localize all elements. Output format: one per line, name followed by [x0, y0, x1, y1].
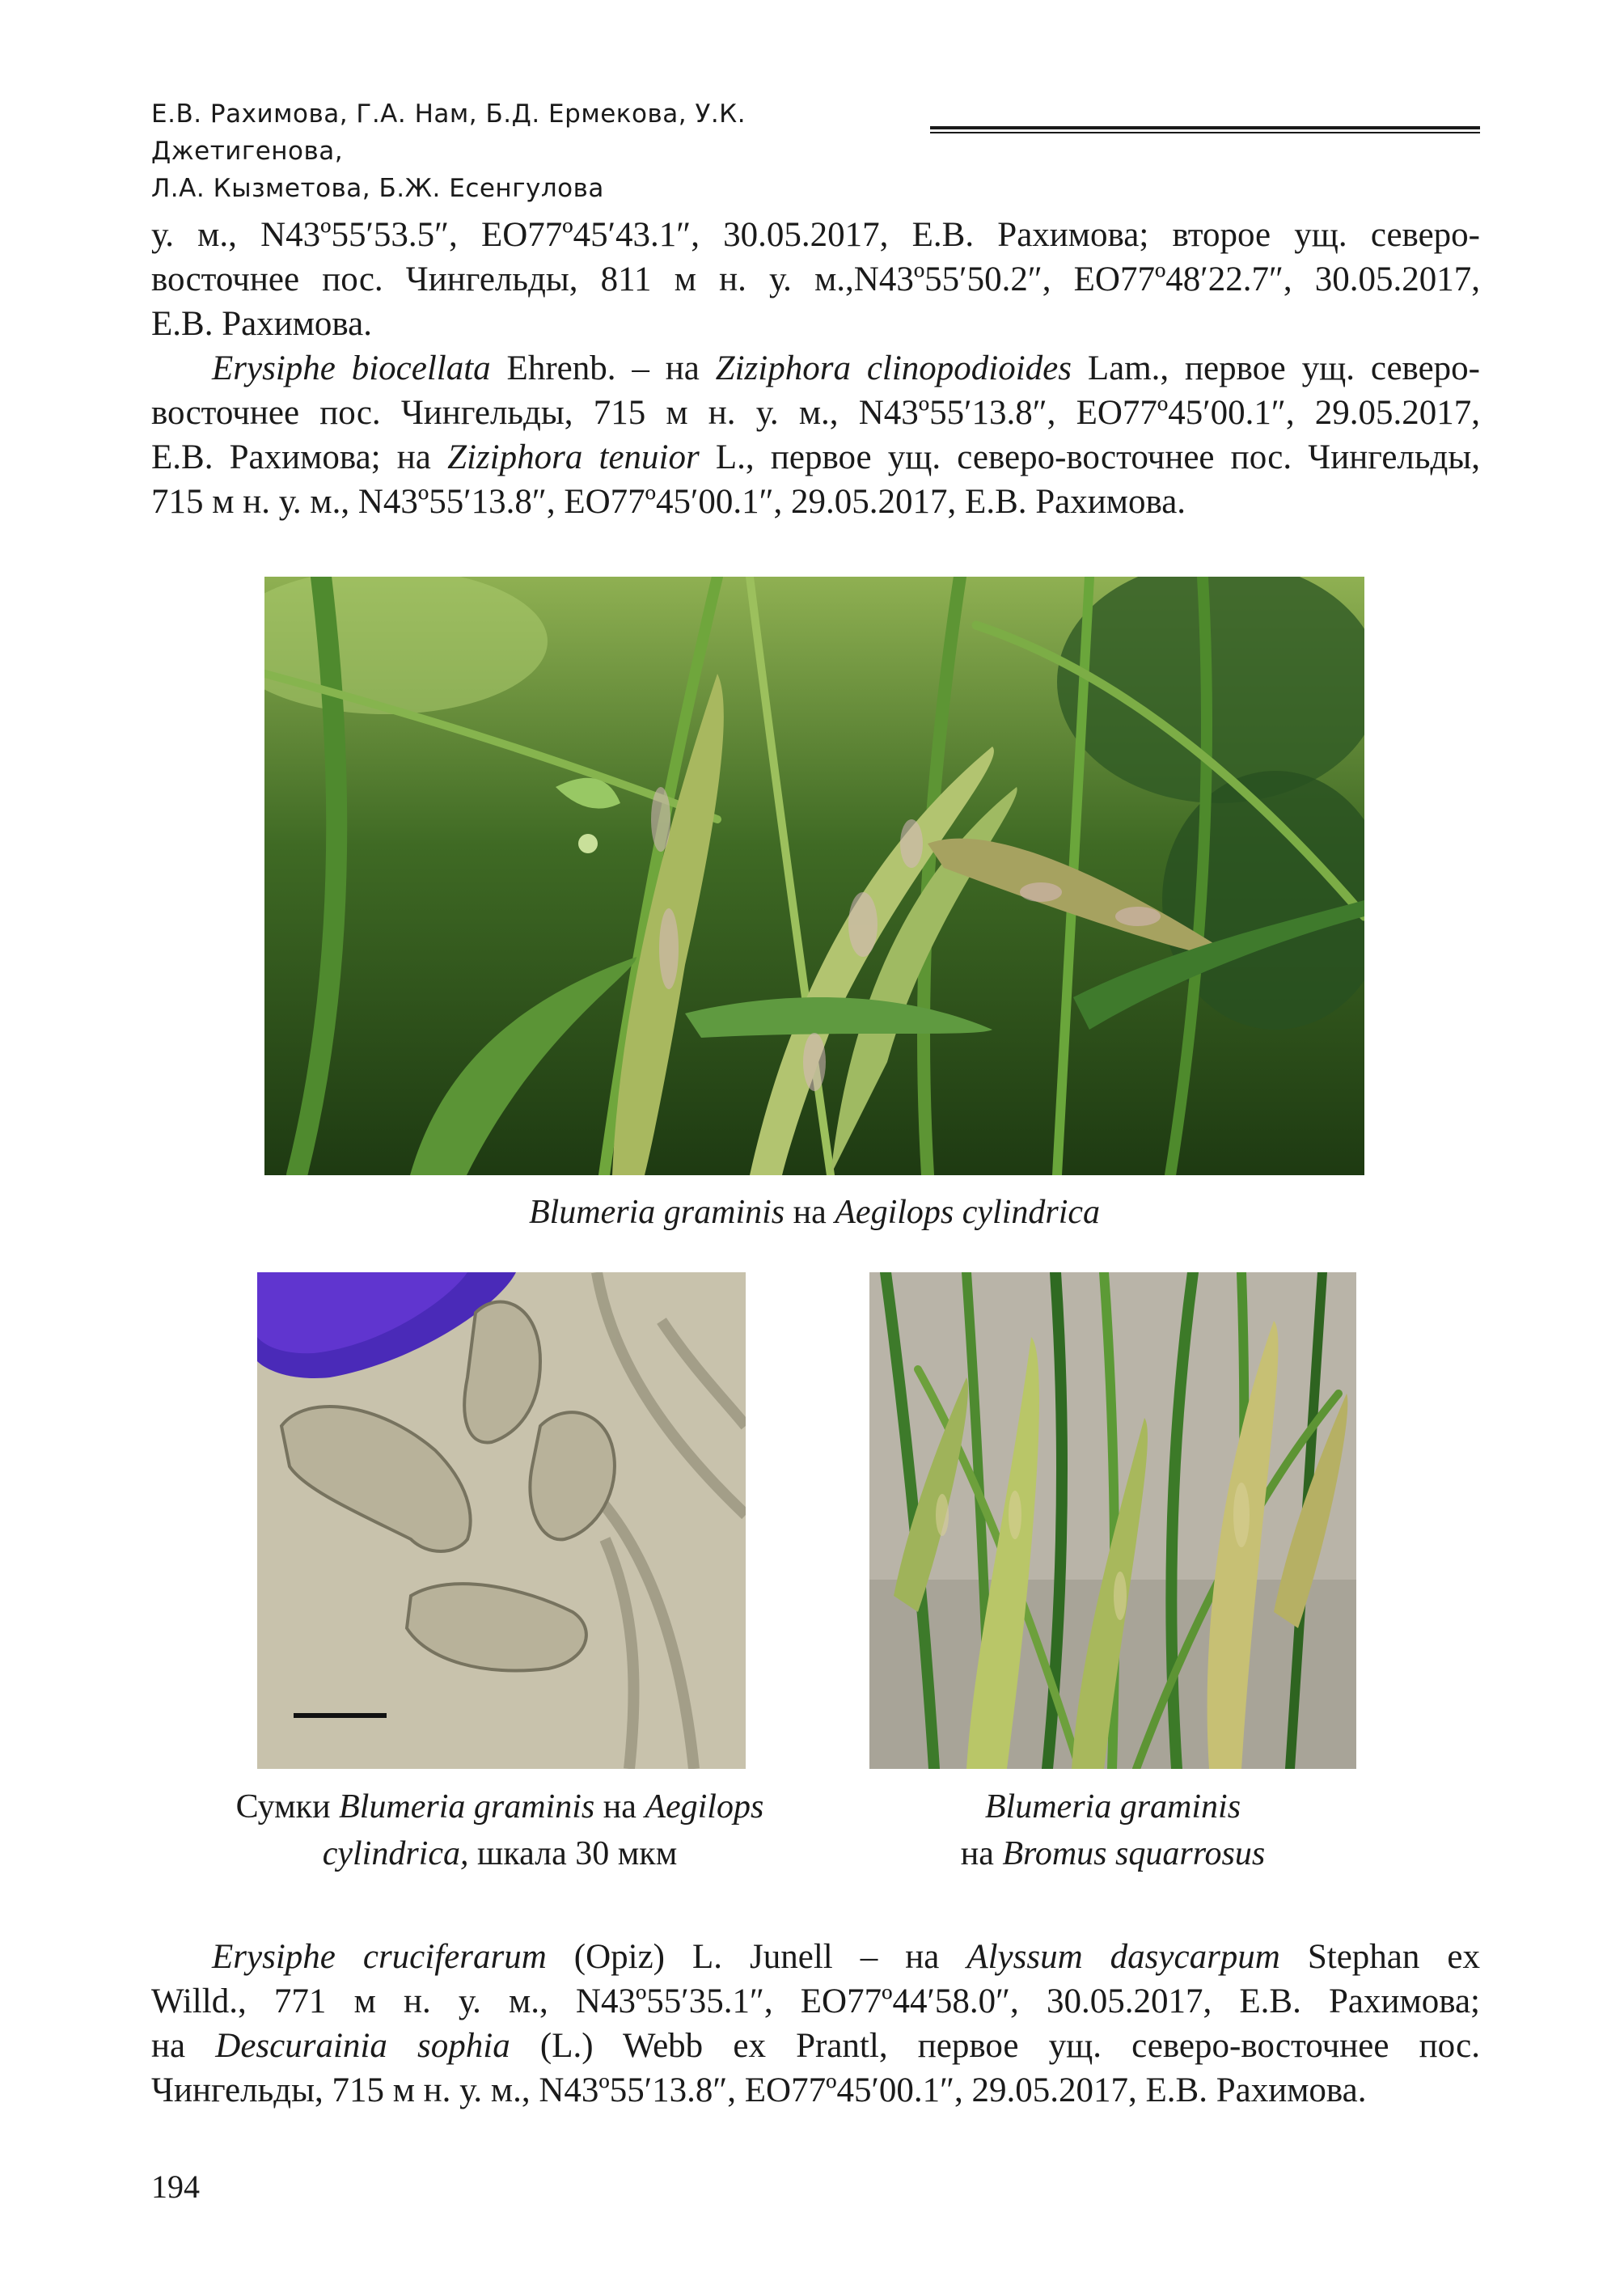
- host-name: Descurainia sophia: [215, 2027, 510, 2065]
- text-run: Ehrenb. – на: [490, 349, 716, 387]
- host-name: Aegilops: [645, 1788, 764, 1826]
- text-run: L., первое ущ. северо-восточнее пос. Чингельды,: [699, 438, 1480, 476]
- authors-line-2: Л.А. Кызметова, Б.Ж. Есенгулова: [151, 174, 604, 203]
- text-run: на: [594, 1788, 645, 1826]
- paragraph-continuation: [151, 213, 1480, 346]
- text-line: [151, 435, 1480, 480]
- text-line: [151, 346, 1480, 391]
- figure2-caption: [176, 1783, 823, 1877]
- text-run: (L.) Webb ex Prantl, первое ущ. северо-восточнее пос.: [510, 2027, 1480, 2065]
- figure1-caption: [264, 1189, 1364, 1236]
- text-line: у. м., N43º55′53.5″, EO77º45′43.1″, 30.05.2017, Е.В. Рахимова; второе ущ. северо-: [151, 216, 1480, 254]
- page-number: 194: [151, 2168, 200, 2205]
- text-line: 715 м н. у. м., N43º55′13.8″, EO77º45′00.1″, 29.05.2017, Е.В. Рахимова.: [151, 483, 1186, 521]
- paragraph-erysiphe-biocellata: [151, 346, 1480, 524]
- photo-blumeria-on-bromus: [869, 1272, 1356, 1769]
- text-run: Lam., первое ущ. северо-: [1072, 349, 1481, 387]
- text-run: Сумки: [235, 1788, 340, 1826]
- text-run: Е.В. Рахимова; на: [151, 438, 448, 476]
- text-run: на: [960, 1835, 1003, 1872]
- header-rule: [930, 126, 1480, 133]
- text-run: на: [151, 2027, 216, 2065]
- text-line: восточнее пос. Чингельды, 811 м н. у. м.,N43º55′50.2″, EO77º48′22.7″, 30.05.2017,: [151, 260, 1480, 298]
- text-run: (Opiz) L. Junell – на: [546, 1938, 967, 1976]
- photo-micrograph-asci: [257, 1272, 746, 1769]
- host-name: Aegilops cylindrica: [835, 1194, 1101, 1231]
- text-run: Stephan ex: [1279, 1938, 1480, 1976]
- running-header-authors: [151, 95, 920, 207]
- text-line: восточнее пос. Чингельды, 715 м н. у. м., N43º55′13.8″, EO77º45′00.1″, 29.05.2017,: [151, 394, 1480, 432]
- host-name: Ziziphora clinopodioides: [715, 349, 1072, 387]
- text-run: на: [785, 1194, 835, 1231]
- text-line: [151, 2024, 1480, 2068]
- species-name: Blumeria graminis: [984, 1788, 1241, 1826]
- host-name: Bromus squarrosus: [1002, 1835, 1266, 1872]
- species-name: Blumeria graminis: [528, 1194, 785, 1231]
- paragraph-erysiphe-cruciferarum: [151, 1935, 1480, 2113]
- text-run: шкала 30 мкм: [468, 1835, 678, 1872]
- text-line: Е.В. Рахимова.: [151, 305, 372, 343]
- photo-blumeria-on-aegilops: [264, 577, 1364, 1175]
- species-name: Erysiphe biocellata: [212, 349, 491, 387]
- text-line: [151, 1935, 1480, 1979]
- authors-line-1: Е.В. Рахимова, Г.А. Нам, Б.Д. Ермекова, У.К. Джетигенова,: [151, 99, 746, 166]
- text-line: Чингельды, 715 м н. у. м., N43º55′13.8″, EO77º45′00.1″, 29.05.2017, Е.В. Рахимова.: [151, 2071, 1367, 2109]
- host-name: Ziziphora tenuior: [447, 438, 700, 476]
- figure3-caption: [869, 1783, 1356, 1877]
- host-name: cylindrica,: [322, 1835, 469, 1872]
- text-line: Willd., 771 м н. у. м., N43º55′35.1″, EO77º44′58.0″, 30.05.2017, Е.В. Рахимова;: [151, 1982, 1480, 2020]
- species-name: Erysiphe cruciferarum: [212, 1938, 547, 1976]
- species-name: Blumeria graminis: [339, 1788, 595, 1826]
- host-name: Alyssum dasycarpum: [966, 1938, 1280, 1976]
